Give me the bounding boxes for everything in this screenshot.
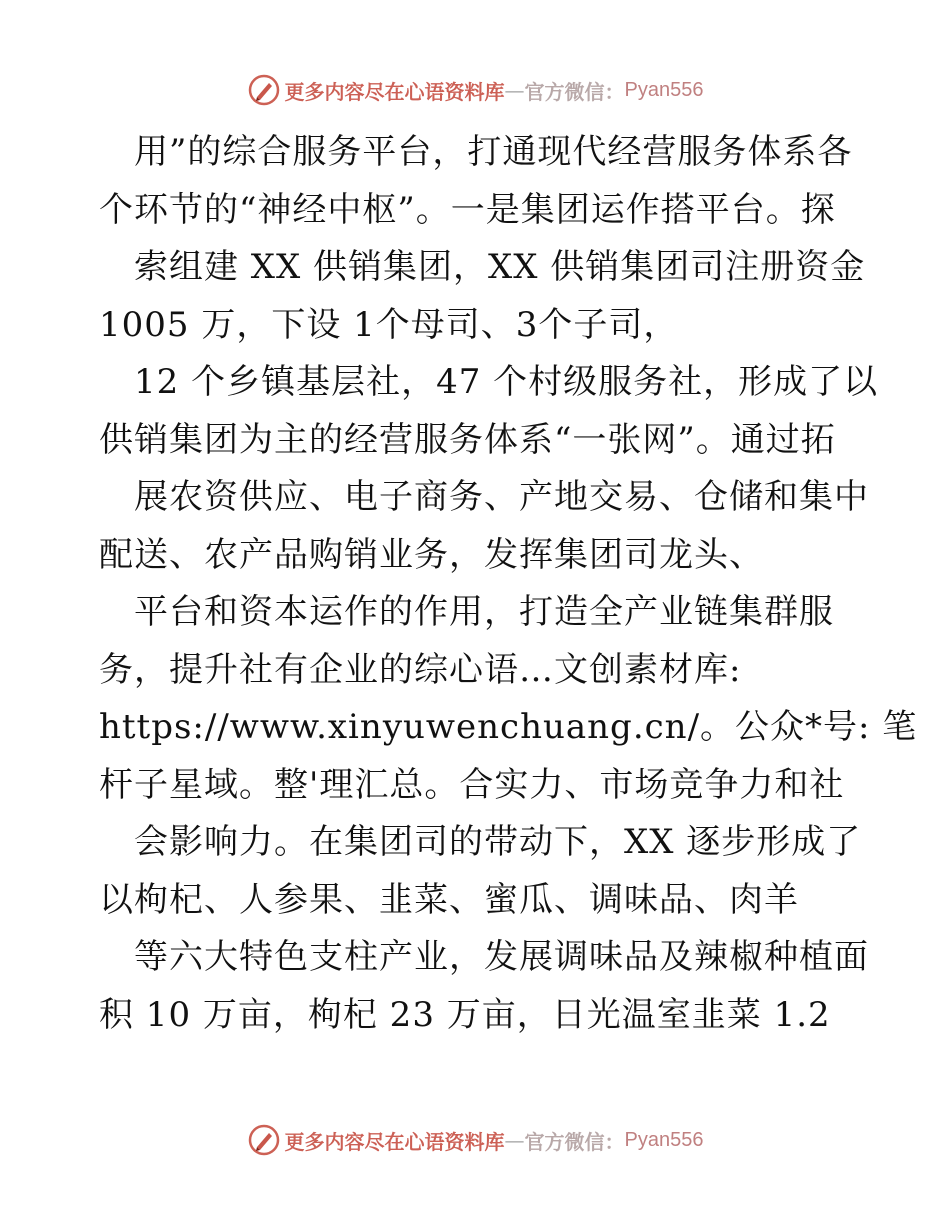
document-body <box>0 124 950 1044</box>
pen-logo-icon <box>247 73 281 107</box>
watermark-wechat-label: 官方微信： <box>524 79 625 104</box>
text-line: 个环节的“神经中枢”。一是集团运作搭平台。探 <box>99 189 836 230</box>
footer-watermark <box>0 1120 950 1160</box>
watermark-dash: — <box>504 1128 525 1152</box>
text-line: 1005 万，下设 1个母司、3个子司， <box>99 304 679 345</box>
text-line: 平台和资本运作的作用，打造全产业链集群服 <box>134 592 834 632</box>
watermark-text: 更多内容尽在心语资料库 <box>284 79 505 104</box>
header-watermark <box>0 70 950 110</box>
watermark-dash: — <box>504 78 525 102</box>
text-line: 务，提升社有企业的综心语…文创素材库: <box>99 649 742 690</box>
text-line: 会影响力。在集团司的带动下，XX 逐步形成了 <box>134 822 862 862</box>
text-line: 等六大特色支柱产业，发展调味品及辣椒种植面 <box>134 937 869 977</box>
text-line: 索组建 XX 供销集团，XX 供销集团司注册资金 <box>134 247 866 287</box>
text-line: 配送、农产品购销业务，发挥集团司龙头、 <box>99 534 764 575</box>
watermark-wechat-id: Pyan556 <box>624 78 704 101</box>
text-line: 积 10 万亩，枸杞 23 万亩，日光温室韭菜 1.2 <box>99 994 831 1035</box>
watermark-wechat-label: 官方微信： <box>524 1129 625 1154</box>
watermark-wechat-id: Pyan556 <box>624 1128 704 1151</box>
pen-logo-icon <box>247 1123 281 1157</box>
text-line: 12 个乡镇基层社，47 个村级服务社，形成了以 <box>134 362 879 402</box>
text-line: https://www.xinyuwenchuang.cn/。公众*号: 笔 <box>99 707 918 747</box>
text-line: 展农资供应、电子商务、产地交易、仓储和集中 <box>134 477 869 517</box>
watermark-text: 更多内容尽在心语资料库 <box>284 1129 505 1154</box>
text-line: 杆子星域。整'理汇总。合实力、市场竞争力和社 <box>99 764 845 805</box>
text-line: 供销集团为主的经营服务体系“一张网”。通过拓 <box>99 419 836 460</box>
text-line: 用”的综合服务平台，打通现代经营服务体系各 <box>134 132 853 172</box>
text-line: 以枸杞、人参果、韭菜、蜜瓜、调味品、肉羊 <box>99 879 799 920</box>
